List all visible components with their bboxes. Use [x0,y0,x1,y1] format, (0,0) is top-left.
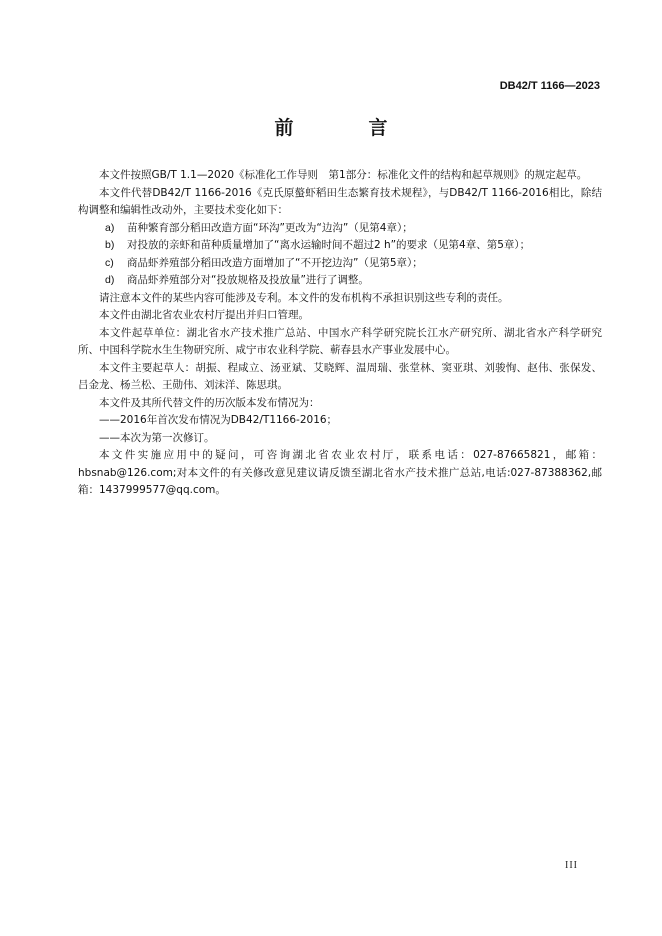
paragraph-drafters: 本文件主要起草人：胡振、程咸立、汤亚斌、艾晓辉、温周瑞、张堂林、窦亚琪、刘骏恂、赵伟、张保发、吕金龙、杨兰松、王勋伟、刘沫洋、陈思琪。 [78,361,602,391]
change-item-b [78,237,602,255]
change-item-c [78,255,602,273]
item-marker: b) [105,239,115,251]
paragraph-first-release: ——2016年首次发布情况为DB42/T1166-2016； [99,414,338,426]
document-number: DB42/T 1166—2023 [499,80,600,92]
item-text: 对投放的亲虾和苗种质量增加了“离水运输时间不超过2 h”的要求（见第4章、第5章）； [127,239,531,251]
page-title: 前 言 [274,117,416,139]
paragraph-replacement: 本文件代替DB42/T 1166-2016《克氏原螯虾稻田生态繁育技术规程》，与DB42/T 1166-2016相比，除结构调整和编辑性改动外，主要技术变化如下： [78,186,602,216]
paragraph-revision: ——本次为第一次修订。 [99,431,215,444]
page-number: III [565,860,578,871]
item-marker: a) [105,221,115,234]
foreword-body [78,167,602,500]
paragraph-proposer: 本文件由湖北省农业农村厅提出并归口管理。 [99,309,309,321]
paragraph-drafting-units: 本文件起草单位：湖北省水产技术推广总站、中国水产科学研究院长江水产研究所、湖北省水产科学研究所、中国科学院水生生物研究所、咸宁市农业科学院、蕲春县水产事业发展中心。 [78,326,602,356]
paragraph-contact: 本文件实施应用中的疑问，可咨询湖北省农业农村厅，联系电话：027-87665821，邮箱：hbsnab@126.com;对本文件的有关修改意见建议请反馈至湖北省水产技术推广总站,电话:027-87388362,邮箱：1437999577@qq.com。 [78,449,602,496]
item-text: 商品虾养殖部分对“投放规格及投放量”进行了调整。 [127,274,369,286]
item-marker: c) [105,256,114,269]
paragraph-patent-notice: 请注意本文件的某些内容可能涉及专利。本文件的发布机构不承担识别这些专利的责任。 [99,291,509,304]
item-text: 苗种繁育部分稻田改造方面“环沟”更改为“边沟”（见第4章）； [127,221,413,234]
paragraph-drafting-basis: 本文件按照GB/T 1.1—2020《标准化工作导则 第1部分：标准化文件的结构和起草规则》的规定起草。 [99,169,588,181]
item-text: 商品虾养殖部分稻田改造方面增加了“不开挖边沟”（见第5章）； [127,256,423,269]
item-marker: d) [105,274,115,286]
change-item-d [78,272,602,290]
change-item-a [78,220,602,238]
paragraph-version-history: 本文件及其所代替文件的历次版本发布情况为： [99,396,320,409]
